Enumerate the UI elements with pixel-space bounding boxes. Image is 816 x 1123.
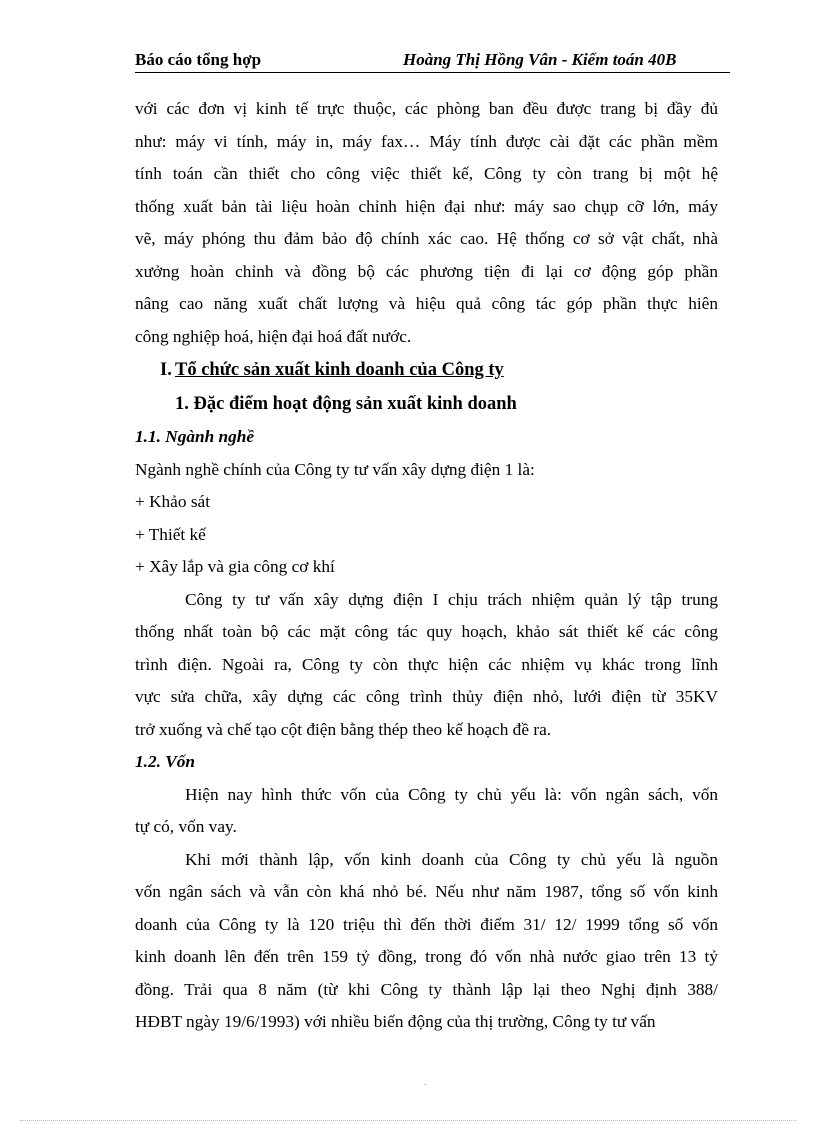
list-item: + Khảo sát (135, 492, 211, 511)
section-title: Tổ chức sản xuất kinh doanh của Công ty (175, 360, 504, 380)
subsection-heading: 1. Đặc điểm hoạt động sản xuất kinh doanh (175, 394, 517, 414)
list-item: + Thiết kế (135, 524, 206, 544)
intro-line: nâng cao năng xuất chất lượng và hiệu quả công tác góp phần thực hiên (135, 294, 718, 313)
intro-line: như: máy vi tính, máy in, máy fax… Máy tính được cài đặt các phần mềm (135, 131, 718, 151)
paragraph-line: đồng. Trải qua 8 năm (từ khi Công ty thành lập lại theo Nghị định 388/ (135, 979, 718, 999)
sub11-intro: Ngành nghề chính của Công ty tư vấn xây dựng điện 1 là: (135, 459, 535, 479)
paragraph-line: trở xuống và chế tạo cột điện bằng thép theo kế hoạch đề ra. (135, 719, 552, 739)
page-bottom-rule (20, 1120, 796, 1121)
paragraph-line: kinh doanh lên đến trên 159 tỷ đồng, trong đó vốn nhà nước giao trên 13 tỷ (135, 947, 718, 966)
paragraph-line: vực sửa chữa, xây dựng các công trình thủy điện nhỏ, lưới điện từ 35KV (135, 687, 718, 706)
intro-line: công nghiệp hoá, hiện đại hoá đất nước. (135, 326, 412, 346)
paragraph-line: thống nhất toàn bộ các mặt công tác quy hoạch, khảo sát thiết kế các công (135, 622, 718, 641)
subsection-1-1-heading: 1.1. Ngành nghề (135, 427, 255, 446)
intro-line: thống xuất bản tài liệu hoàn chỉnh hiện đại như: máy sao chụp cỡ lớn, máy (135, 196, 718, 216)
document-body (135, 93, 718, 1039)
paragraph-line: HĐBT ngày 19/6/1993) với nhiều biến động của thị trường, Công ty tư vấn (135, 1012, 656, 1031)
intro-line: vẽ, máy phóng thu đảm bảo độ chính xác cao. Hệ thống cơ sở vật chất, nhà (135, 229, 718, 248)
paragraph-line: Khi mới thành lập, vốn kinh doanh của Công ty chủ yếu là nguồn (185, 849, 718, 869)
responsibility-paragraph (135, 584, 718, 747)
paragraph-line: Hiện nay hình thức vốn của Công ty chủ yếu là: vốn ngân sách, vốn (185, 784, 718, 804)
footer-dot: . (424, 1078, 426, 1087)
paragraph-line: Công ty tư vấn xây dựng điện I chịu trách nhiệm quản lý tập trung (185, 589, 718, 609)
paragraph-line: tự có, vốn vay. (135, 817, 237, 836)
capital-history-paragraph (135, 844, 718, 1039)
intro-line: với các đơn vị kinh tế trực thuộc, các phòng ban đều được trang bị đầy đủ (135, 99, 718, 118)
header-author: Hoàng Thị Hồng Vân - Kiểm toán 40B (403, 50, 677, 69)
intro-line: xưởng hoàn chỉnh và đồng bộ các phương tiện đi lại cơ động góp phần (135, 261, 718, 281)
paragraph-line: doanh của Công ty là 120 triệu thì đến thời điểm 31/ 12/ 1999 tổng số vốn (135, 914, 718, 934)
section-number: I. (160, 360, 172, 380)
intro-line: tính toán cần thiết cho công việc thiết kế, Công ty còn trang bị một hệ (135, 164, 718, 183)
list-item: + Xây lắp và gia công cơ khí (135, 557, 335, 576)
business-lines-list (135, 486, 718, 584)
header-report-title: Báo cáo tổng hợp (135, 50, 262, 69)
paragraph-line: vốn ngân sách và vẫn còn khá nhỏ bé. Nếu như năm 1987, tổng số vốn kinh (135, 882, 718, 901)
paragraph-line: trình điện. Ngoài ra, Công ty còn thực hiện các nhiệm vụ khác trong lĩnh (135, 654, 718, 674)
subsection-1-2-heading: 1.2. Vốn (135, 752, 196, 771)
capital-form-paragraph (135, 779, 718, 844)
page-header (135, 50, 730, 73)
intro-paragraph (135, 93, 718, 353)
section-heading (160, 353, 718, 387)
